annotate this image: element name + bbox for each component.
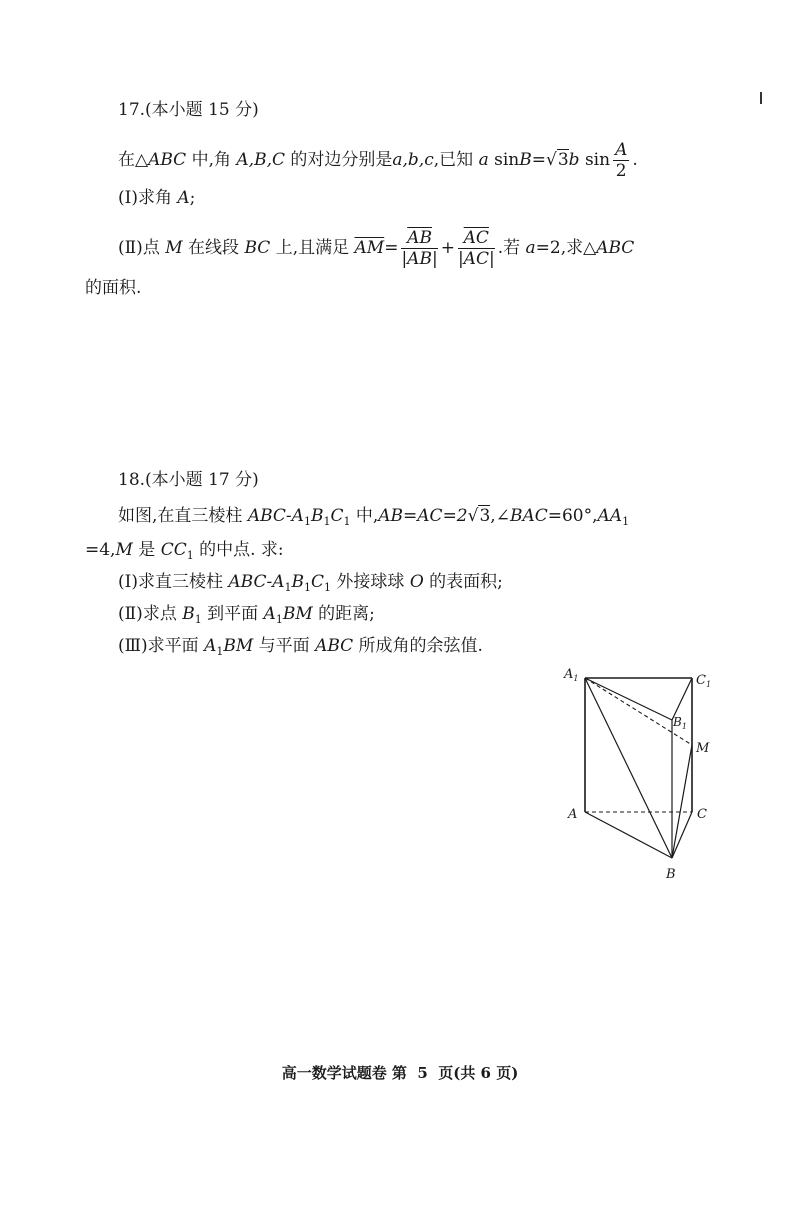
q17-part2-cont: 的面积. (85, 278, 142, 298)
edge-a1-b1 (585, 678, 672, 720)
frac-ab-unit: $\frac{\overline{AB}}{|AB|}$ (401, 228, 438, 269)
q18-stem-line1: 如图,在直三棱柱 ABC-$A_1B_1C_1$ 中$,AB=AC=2√3,\angle BAC=60^\circ,AA_1$ (118, 506, 630, 528)
label-a: A (568, 807, 578, 822)
label-b1: $B_1$ (673, 715, 687, 731)
q18-part2: (Ⅱ)求点 $B_1$ 到平面 $A_1BM$ 的距离; (118, 604, 375, 626)
q17-part1: (Ⅰ)求角 A; (118, 188, 196, 208)
q17-part2: (Ⅱ)点 M 在线段 BC 上,且满足 $\overline{AM}=$ $\frac{\overline{AB}}{|AB|}$ + $\frac{\overline{AC}}{|AC|}$ .若 a=2,求△ABC (118, 228, 635, 269)
page-footer (0, 1062, 800, 1083)
q17-title: 17.(本小题 15 分) (118, 100, 259, 120)
edge-a-b (585, 812, 672, 858)
margin-mark (760, 92, 762, 104)
q18-part1: (Ⅰ)求直三棱柱 ABC-$A_1B_1C_1$ 外接球球 O 的表面积; (118, 572, 503, 594)
label-m: M (696, 741, 710, 756)
frac-ac-unit: $\frac{\overline{AC}}{|AC|}$ (457, 228, 495, 269)
q18-title: 18.(本小题 17 分) (118, 470, 259, 490)
q18-stem-line2: =4,M 是 $CC_1$ 的中点. 求: (85, 540, 284, 562)
prism-figure (560, 660, 720, 890)
q18-part3: (Ⅲ)求平面 $A_1BM$ 与平面 ABC 所成角的余弦值. (118, 636, 483, 658)
label-a1: $A_1$ (564, 667, 579, 683)
segment-b-m (672, 745, 692, 858)
label-c: C (697, 807, 707, 822)
edge-b1-c1 (672, 678, 692, 720)
q17-stem: 在△ABC 中,角 A,B,C 的对边分别是a,b,c,已知 a sinB=√3b sin $\frac{A}{2}$ . (118, 140, 638, 181)
edge-b-c (672, 812, 692, 858)
label-c1: $C_1$ (696, 673, 712, 689)
label-b: B (666, 867, 676, 882)
frac-a-over-2: $\frac{A}{2}$ (615, 140, 628, 181)
footer-text: 高一数学试题卷 第 5 页(共 6 页) (281, 1064, 519, 1082)
